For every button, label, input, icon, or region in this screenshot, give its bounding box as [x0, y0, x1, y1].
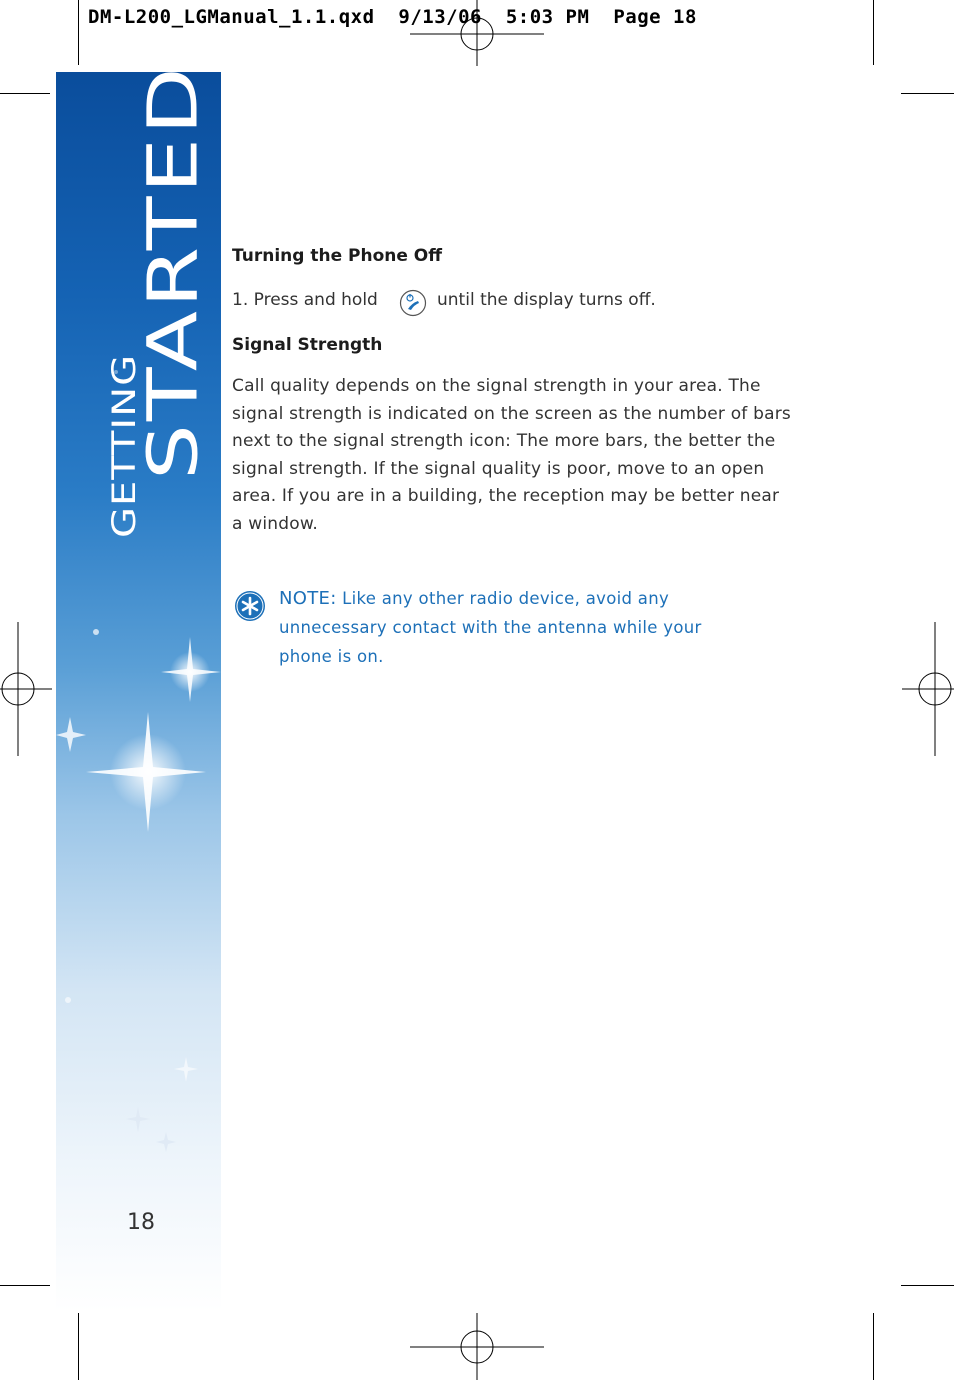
step-text-prefix: 1. Press and hold [232, 290, 378, 310]
crop-mark [901, 1285, 954, 1286]
note-label: NOTE: [279, 588, 337, 609]
registration-mark-right [902, 622, 954, 756]
asterisk-icon [234, 590, 266, 622]
side-tab-title-large: STARTED [132, 64, 213, 480]
crop-mark [901, 93, 954, 94]
crop-mark [873, 1313, 874, 1380]
print-slug: DM-L200_LGManual_1.1.qxd 9/13/06 5:03 PM Page 18 [88, 6, 697, 28]
section-heading-turning-off: Turning the Phone Off [232, 246, 443, 266]
registration-mark-top [410, 0, 544, 66]
crop-mark [0, 1285, 50, 1286]
section-heading-signal: Signal Strength [232, 335, 383, 355]
registration-mark-bottom [410, 1313, 544, 1380]
side-tab-title-small: GETTING [106, 353, 144, 538]
crop-mark [0, 93, 50, 94]
step-text-suffix: until the display turns off. [437, 290, 656, 310]
crop-mark [873, 0, 874, 65]
crop-mark [78, 0, 79, 65]
page-number: 18 [127, 1210, 155, 1235]
note-block [279, 584, 759, 671]
end-power-key-icon [399, 289, 427, 317]
note-text: Like any other radio device, avoid any unnecessary contact with the antenna while your phone is on. [279, 589, 702, 666]
crop-mark [78, 1313, 79, 1380]
signal-paragraph: Call quality depends on the signal strength in your area. The signal strength is indicated on the screen as the number of bars next to the signal strength icon: The more bars, the better the signal strength. If the signal quality is poor, move to an open area. If you are in a building, the reception may be better near a window. [232, 376, 791, 534]
registration-mark-left [0, 622, 52, 756]
